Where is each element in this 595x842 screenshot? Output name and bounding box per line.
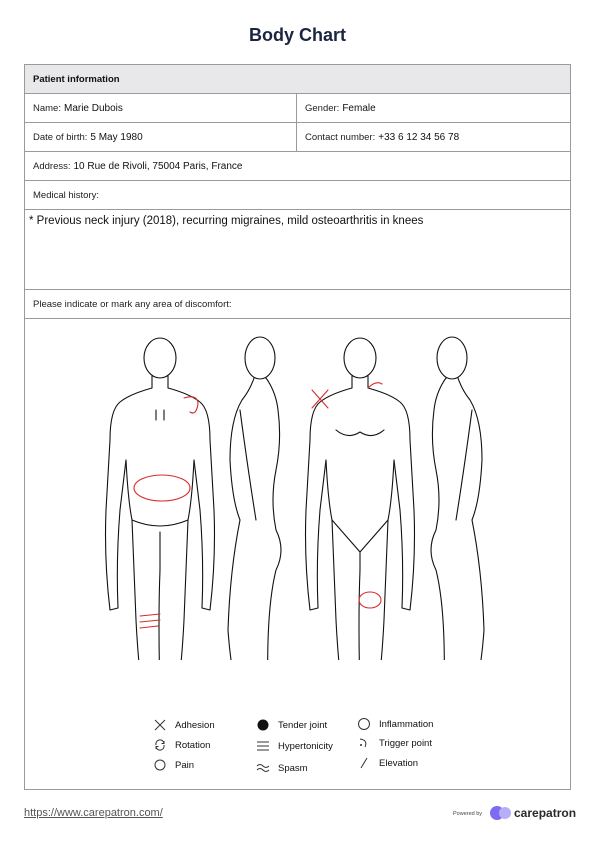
medical-history-label-row xyxy=(25,181,570,210)
address-field[interactable] xyxy=(25,152,570,180)
address-value: 10 Rue de Rivoli, 75004 Paris, France xyxy=(73,160,243,172)
legend-hypertonicity xyxy=(256,739,333,753)
name-gender-row xyxy=(25,94,570,123)
arc-icon xyxy=(357,736,371,750)
legend-label: Trigger point xyxy=(379,737,432,749)
contact-label: Contact number: xyxy=(305,131,376,143)
legend-label: Pain xyxy=(175,759,195,771)
legend-label: Rotation xyxy=(175,739,211,751)
legend-tender-joint xyxy=(256,718,327,732)
footer-url-link[interactable]: https://www.carepatron.com/ xyxy=(24,807,163,819)
dob-contact-row xyxy=(25,123,570,152)
body-figure-front[interactable] xyxy=(306,338,415,660)
dob-value: 5 May 1980 xyxy=(90,131,143,143)
contact-field[interactable] xyxy=(297,123,570,151)
patient-info-header xyxy=(25,65,570,94)
legend-label: Elevation xyxy=(379,757,419,769)
legend-label: Adhesion xyxy=(175,719,215,731)
name-label: Name: xyxy=(33,102,61,114)
body-figure-side-left[interactable] xyxy=(431,337,484,660)
page-title: Body Chart xyxy=(248,25,346,45)
wave-icon xyxy=(256,761,270,775)
legend-adhesion xyxy=(153,718,215,732)
history-label-text: Medical history: xyxy=(33,189,99,201)
body-figure-side-right[interactable] xyxy=(228,337,281,660)
dob-label: Date of birth: xyxy=(33,131,88,143)
legend-label: Tender joint xyxy=(278,719,328,731)
legend-trigger-point xyxy=(357,736,432,750)
front-shoulder-mark xyxy=(312,390,328,408)
x-cross-icon xyxy=(153,718,167,732)
contact-value: +33 6 12 34 56 78 xyxy=(378,131,460,143)
legend-spasm xyxy=(256,761,308,775)
filled-circle-icon xyxy=(256,718,270,732)
name-value: Marie Dubois xyxy=(63,102,123,114)
knee-mark xyxy=(359,592,381,608)
legend-label: Hypertonicity xyxy=(278,740,333,752)
gender-value: Female xyxy=(342,102,376,114)
body-figure-back[interactable] xyxy=(106,338,215,660)
legend-label: Inflammation xyxy=(379,718,434,730)
powered-by-text: Powered by xyxy=(453,811,483,817)
triple-lines-icon xyxy=(256,739,270,753)
open-circle-icon xyxy=(153,758,167,772)
carepatron-logo-icon[interactable] xyxy=(489,805,513,821)
address-label: Address: xyxy=(33,160,71,172)
legend-elevation xyxy=(357,756,418,770)
carepatron-brand-name[interactable]: carepatron xyxy=(514,806,577,820)
name-field[interactable] xyxy=(25,94,297,122)
address-row xyxy=(25,152,570,181)
discomfort-label-text: Please indicate or mark any area of discomfort: xyxy=(33,298,232,310)
gender-label: Gender: xyxy=(305,102,340,114)
patient-info-heading: Patient information xyxy=(33,73,120,85)
legend-rotation xyxy=(153,738,210,752)
neck-mark xyxy=(368,383,382,388)
medical-history-value: * Previous neck injury (2018), recurring migraines, mild osteoarthritis in knees xyxy=(29,215,424,227)
calf-mark xyxy=(140,614,160,628)
gender-field[interactable] xyxy=(297,94,570,122)
legend-inflammation xyxy=(357,717,433,731)
rotation-arrows-icon xyxy=(153,738,167,752)
legend-label: Spasm xyxy=(278,762,308,774)
circle-icon xyxy=(357,717,371,731)
medical-history-label xyxy=(25,181,570,209)
legend-pain xyxy=(153,758,194,772)
lower-back-mark xyxy=(134,475,190,501)
body-figures-area[interactable] xyxy=(80,270,500,660)
slash-icon xyxy=(357,756,371,770)
dob-field[interactable] xyxy=(25,123,297,151)
